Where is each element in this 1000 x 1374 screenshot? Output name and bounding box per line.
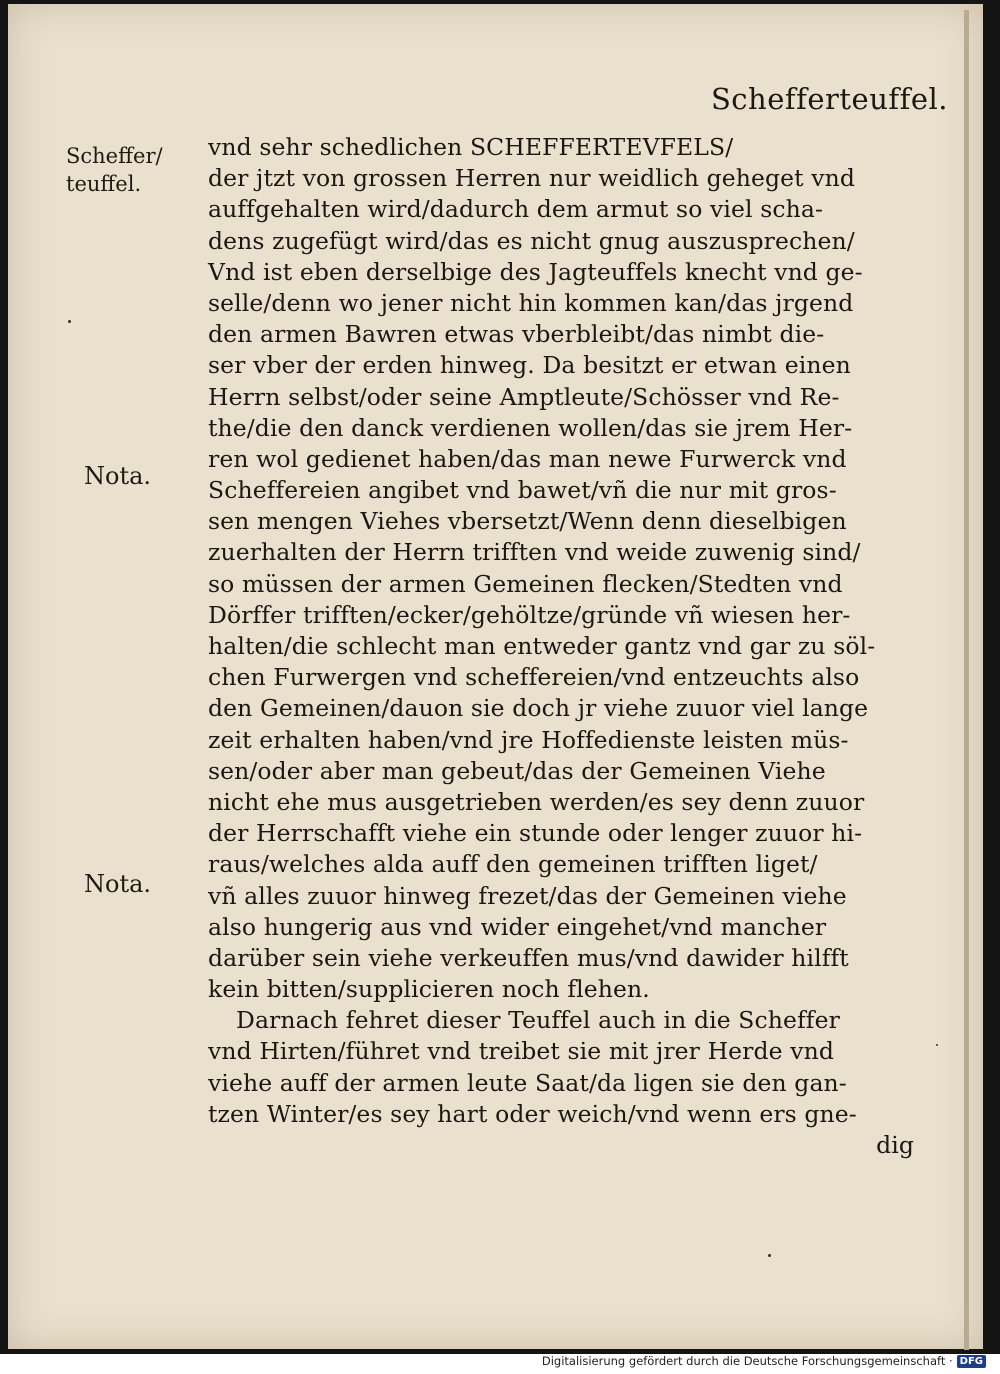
- text-line: Herrn selbst/oder seine Amptleute/Schösser vnd Re-: [208, 382, 840, 411]
- text-line: darüber sein viehe verkeuffen mus/vnd dawider hilfft: [208, 943, 849, 972]
- text-line: ren wol gedienet haben/das man newe Furwerck vnd: [208, 444, 847, 473]
- text-line: ser vber der erden hinweg. Da besitzt er etwan einen: [208, 351, 851, 380]
- text-line: halten/die schlecht man entweder gantz vnd gar zu söl-: [208, 632, 876, 660]
- text-line: Scheffereien angibet vnd bawet/vñ die nur mit gros-: [208, 476, 837, 505]
- margin-note-scheffer: Scheffer/ teuffel.: [66, 144, 163, 196]
- text-line: auffgehalten wird/dadurch dem armut so viel scha-: [208, 195, 824, 224]
- text-line: also hungerig aus vnd wider eingehet/vnd mancher: [208, 912, 827, 941]
- text-line: viehe auff der armen leute Saat/da ligen sie den gan-: [208, 1068, 847, 1097]
- text-line: dens zugefügt wird/das es nicht gnug auszusprechen/: [208, 226, 855, 255]
- text-line: Darnach fehret dieser Teuffel auch in die Scheffer: [236, 1006, 840, 1035]
- text-line: der Herrschafft viehe ein stunde oder lenger zuuor hi-: [208, 819, 863, 848]
- margin-note-nota-1: Nota.: [84, 462, 152, 490]
- text-line: vnd Hirten/führet vnd treibet sie mit jrer Herde vnd: [208, 1037, 834, 1066]
- paper-speck: [936, 1044, 938, 1046]
- text-line: so müssen der armen Gemeinen flecken/Stedten vnd: [208, 569, 843, 598]
- text-line: nicht ehe mus ausgetrieben werden/es sey denn zuuor: [208, 787, 865, 816]
- text-line: vñ alles zuuor hinweg frezet/das der Gemeinen viehe: [208, 881, 847, 910]
- text-line: Dörffer trifften/ecker/gehöltze/gründe vñ wiesen her-: [208, 600, 851, 629]
- text-line: zeit erhalten haben/vnd jre Hoffedienste leisten müs-: [208, 725, 849, 754]
- text-line: Vnd ist eben derselbige des Jagteuffels knecht vnd ge-: [208, 257, 863, 286]
- text-line: den Gemeinen/dauon sie doch jr viehe zuuor viel lange: [208, 694, 869, 723]
- text-line: raus/welches alda auff den gemeinen trifften liget/: [208, 850, 818, 879]
- footer-text: Digitalisierung gefördert durch die Deutsche Forschungsgemeinschaft ·: [541, 1354, 953, 1368]
- dfg-logo-icon: DFG: [957, 1355, 986, 1368]
- text-line: sen/oder aber man gebeut/das der Gemeinen Viehe: [208, 756, 826, 785]
- text-line: der jtzt von grossen Herren nur weidlich geheget vnd: [208, 164, 856, 193]
- paper-speck: [768, 1254, 771, 1257]
- page-edge: [964, 10, 969, 1350]
- catchword: dig: [876, 1131, 914, 1159]
- text-line: vnd sehr schedlichen SCHEFFERTEVFELS/: [208, 133, 734, 161]
- running-head: Schefferteuffel.: [710, 82, 948, 116]
- text-line: the/die den danck verdienen wollen/das sie jrem Her-: [208, 413, 853, 442]
- text-line: tzen Winter/es sey hart oder weich/vnd wenn ers gne-: [208, 1099, 857, 1128]
- text-line: kein bitten/supplicieren noch flehen.: [208, 975, 650, 1004]
- body-text: [208, 132, 918, 1161]
- book-page: [8, 4, 983, 1349]
- text-line: chen Furwergen vnd scheffereien/vnd entzeuchts also: [208, 663, 860, 692]
- text-line: den armen Bawren etwas vberbleibt/das nimbt die-: [208, 320, 825, 349]
- text-line: selle/denn wo jener nicht hin kommen kan/das jrgend: [208, 288, 854, 317]
- paper-speck: [68, 320, 71, 323]
- digitization-footer: [542, 1354, 986, 1368]
- margin-note-nota-2: Nota.: [84, 870, 152, 898]
- text-line: sen mengen Viehes vbersetzt/Wenn denn dieselbigen: [208, 507, 847, 536]
- text-line: zuerhalten der Herrn trifften vnd weide zuwenig sind/: [208, 538, 861, 567]
